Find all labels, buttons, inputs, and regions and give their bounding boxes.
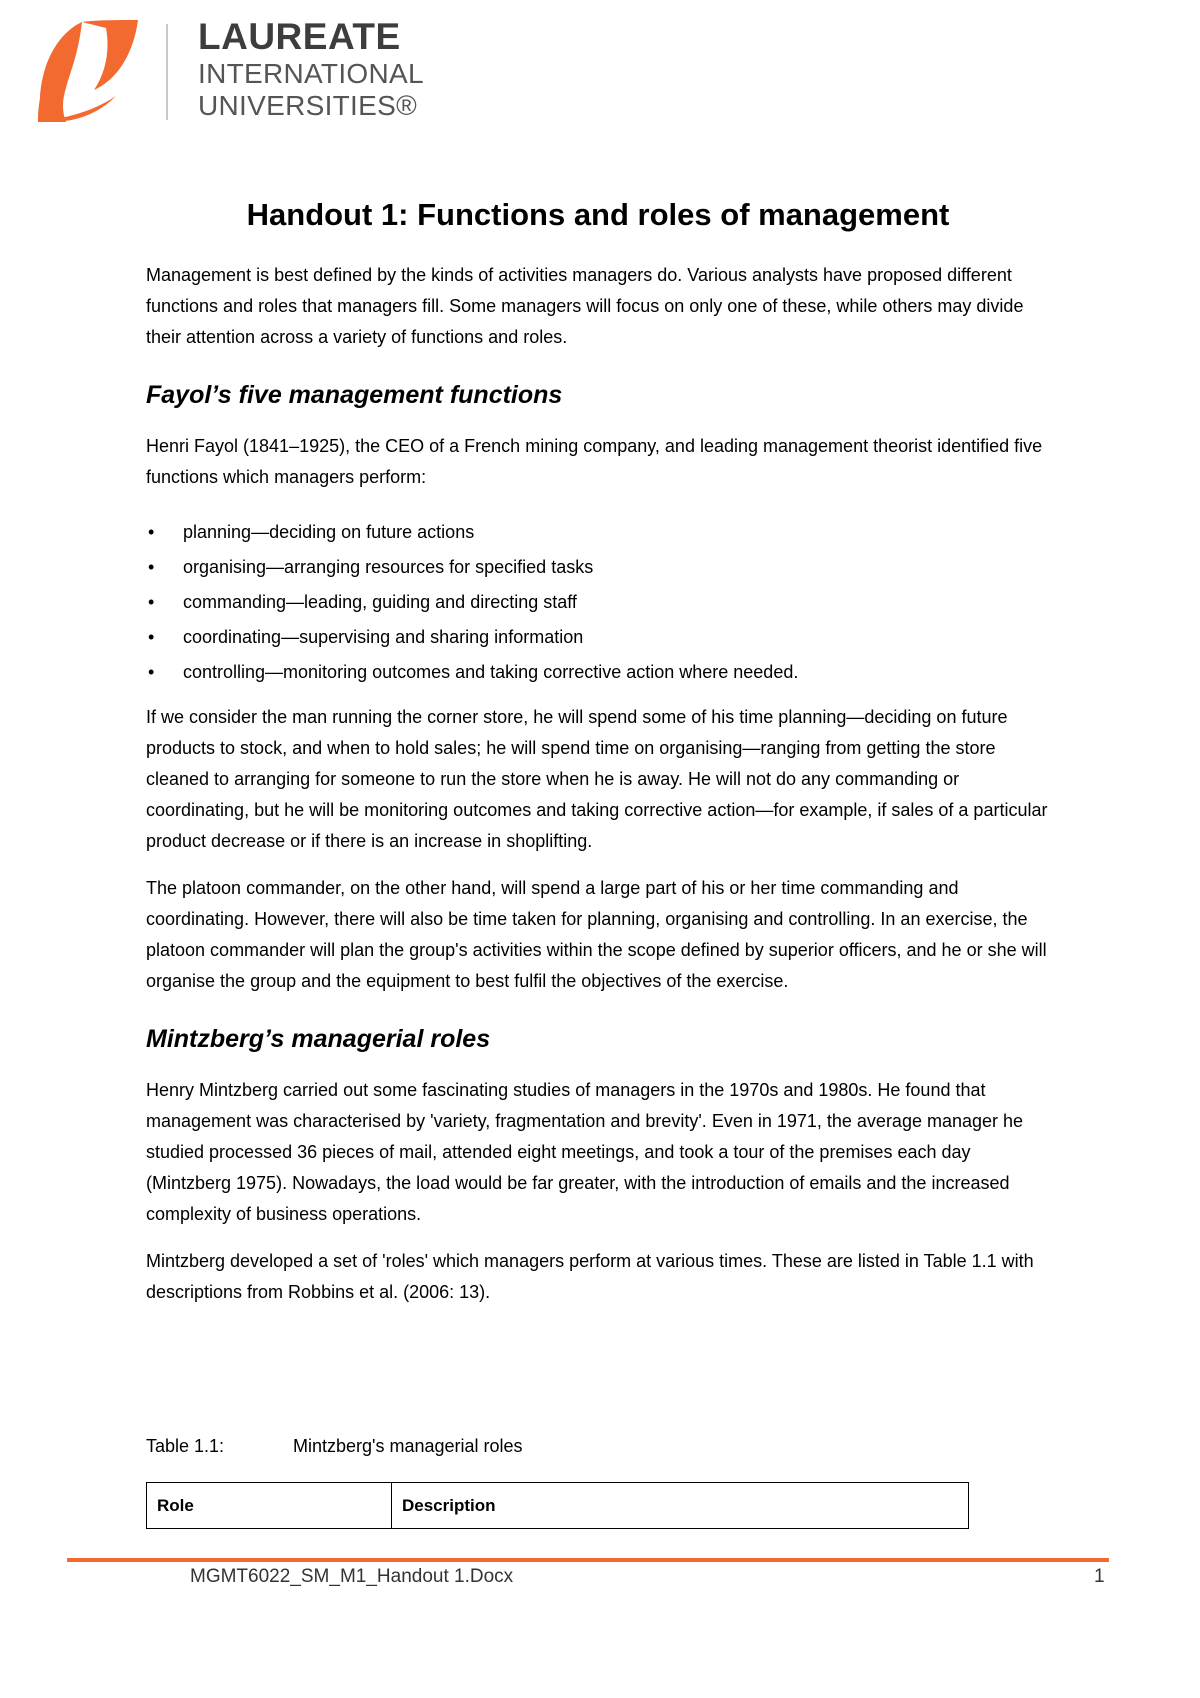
brand-line-2: INTERNATIONAL: [198, 58, 424, 89]
bullet-icon: •: [148, 662, 155, 682]
fayol-functions-list: [146, 515, 1050, 690]
list-item: • commanding—leading, guiding and directing staff: [146, 585, 1050, 620]
table-caption-title: Mintzberg's managerial roles: [293, 1436, 523, 1456]
footer-rule: [67, 1558, 1109, 1562]
table-caption-label: Table 1.1:: [146, 1436, 225, 1456]
list-item: • organising—arranging resources for specified tasks: [146, 550, 1050, 585]
footer-page-number: 1: [1094, 1566, 1105, 1587]
intro-paragraph: Management is best defined by the kinds of activities managers do. Various analysts have proposed different functions and roles that managers fill. Some managers will focus on only one of these, while others may divide their attention across a variety of functions and roles.: [146, 265, 1024, 347]
column-header-role: Role: [147, 1483, 392, 1529]
table-caption: [146, 1432, 523, 1460]
mintzberg-paragraph-2: Mintzberg developed a set of 'roles' which managers perform at various times. These are listed in Table 1.1 with descriptions from Robbins et al. (2006: 13).: [146, 1251, 1034, 1302]
fayol-heading: Fayol’s five management functions: [146, 381, 563, 409]
brand-line-3: UNIVERSITIES®: [198, 90, 418, 121]
brand-line-1: LAUREATE: [198, 16, 401, 57]
laureate-logo-mark: [36, 20, 138, 122]
platoon-paragraph: The platoon commander, on the other hand, will spend a large part of his or her time commanding and coordinating. However, there will also be time taken for planning, organising and controlling. In an exercise, the platoon commander will plan the group's activities within the scope defined by superior officers, and he or she will organise the group and the equipment to best fulfil the objectives of the exercise.: [146, 878, 1047, 991]
logo-divider: [166, 24, 168, 120]
column-header-description: Description: [392, 1483, 969, 1529]
bullet-icon: •: [148, 627, 155, 647]
bullet-icon: •: [148, 557, 155, 577]
table-header-row: [147, 1483, 969, 1529]
fayol-lead-paragraph: Henri Fayol (1841–1925), the CEO of a French mining company, and leading management theorist identified five functions which managers perform:: [146, 436, 1043, 487]
mintzberg-heading: Mintzberg’s managerial roles: [146, 1025, 491, 1053]
managerial-roles-table: [146, 1482, 969, 1529]
list-item: • coordinating—supervising and sharing information: [146, 620, 1050, 655]
bullet-icon: •: [148, 522, 155, 542]
brand-wordmark: [198, 16, 424, 122]
mintzberg-paragraph-1: Henry Mintzberg carried out some fascinating studies of managers in the 1970s and 1980s. He found that management was characterised by 'variety, fragmentation and brevity'. Even in 1971, the average manager he studied processed 36 pieces of mail, attended eight meetings, and took a tour of the premises each day (Mintzberg 1975). Nowadays, the load would be far greater, with the introduction of emails and the increased complexity of business operations.: [146, 1080, 1024, 1224]
corner-store-paragraph: If we consider the man running the corner store, he will spend some of his time planning—deciding on future products to stock, and when to hold sales; he will spend time on organising—ranging from getting the store cleaned to arranging for someone to run the store when he is away. He will not do any commanding or coordinating, but he will be monitoring outcomes and taking corrective action—for example, if sales of a particular product decrease or if there is an increase in shoplifting.: [146, 707, 1048, 851]
footer-document-name: MGMT6022_SM_M1_Handout 1.Docx: [190, 1566, 514, 1587]
bullet-icon: •: [148, 592, 155, 612]
list-item: • controlling—monitoring outcomes and taking corrective action where needed.: [146, 655, 1050, 690]
document-title: Handout 1: Functions and roles of management: [246, 197, 950, 232]
list-item: • planning—deciding on future actions: [146, 515, 1050, 550]
document-body: [146, 194, 1050, 1308]
